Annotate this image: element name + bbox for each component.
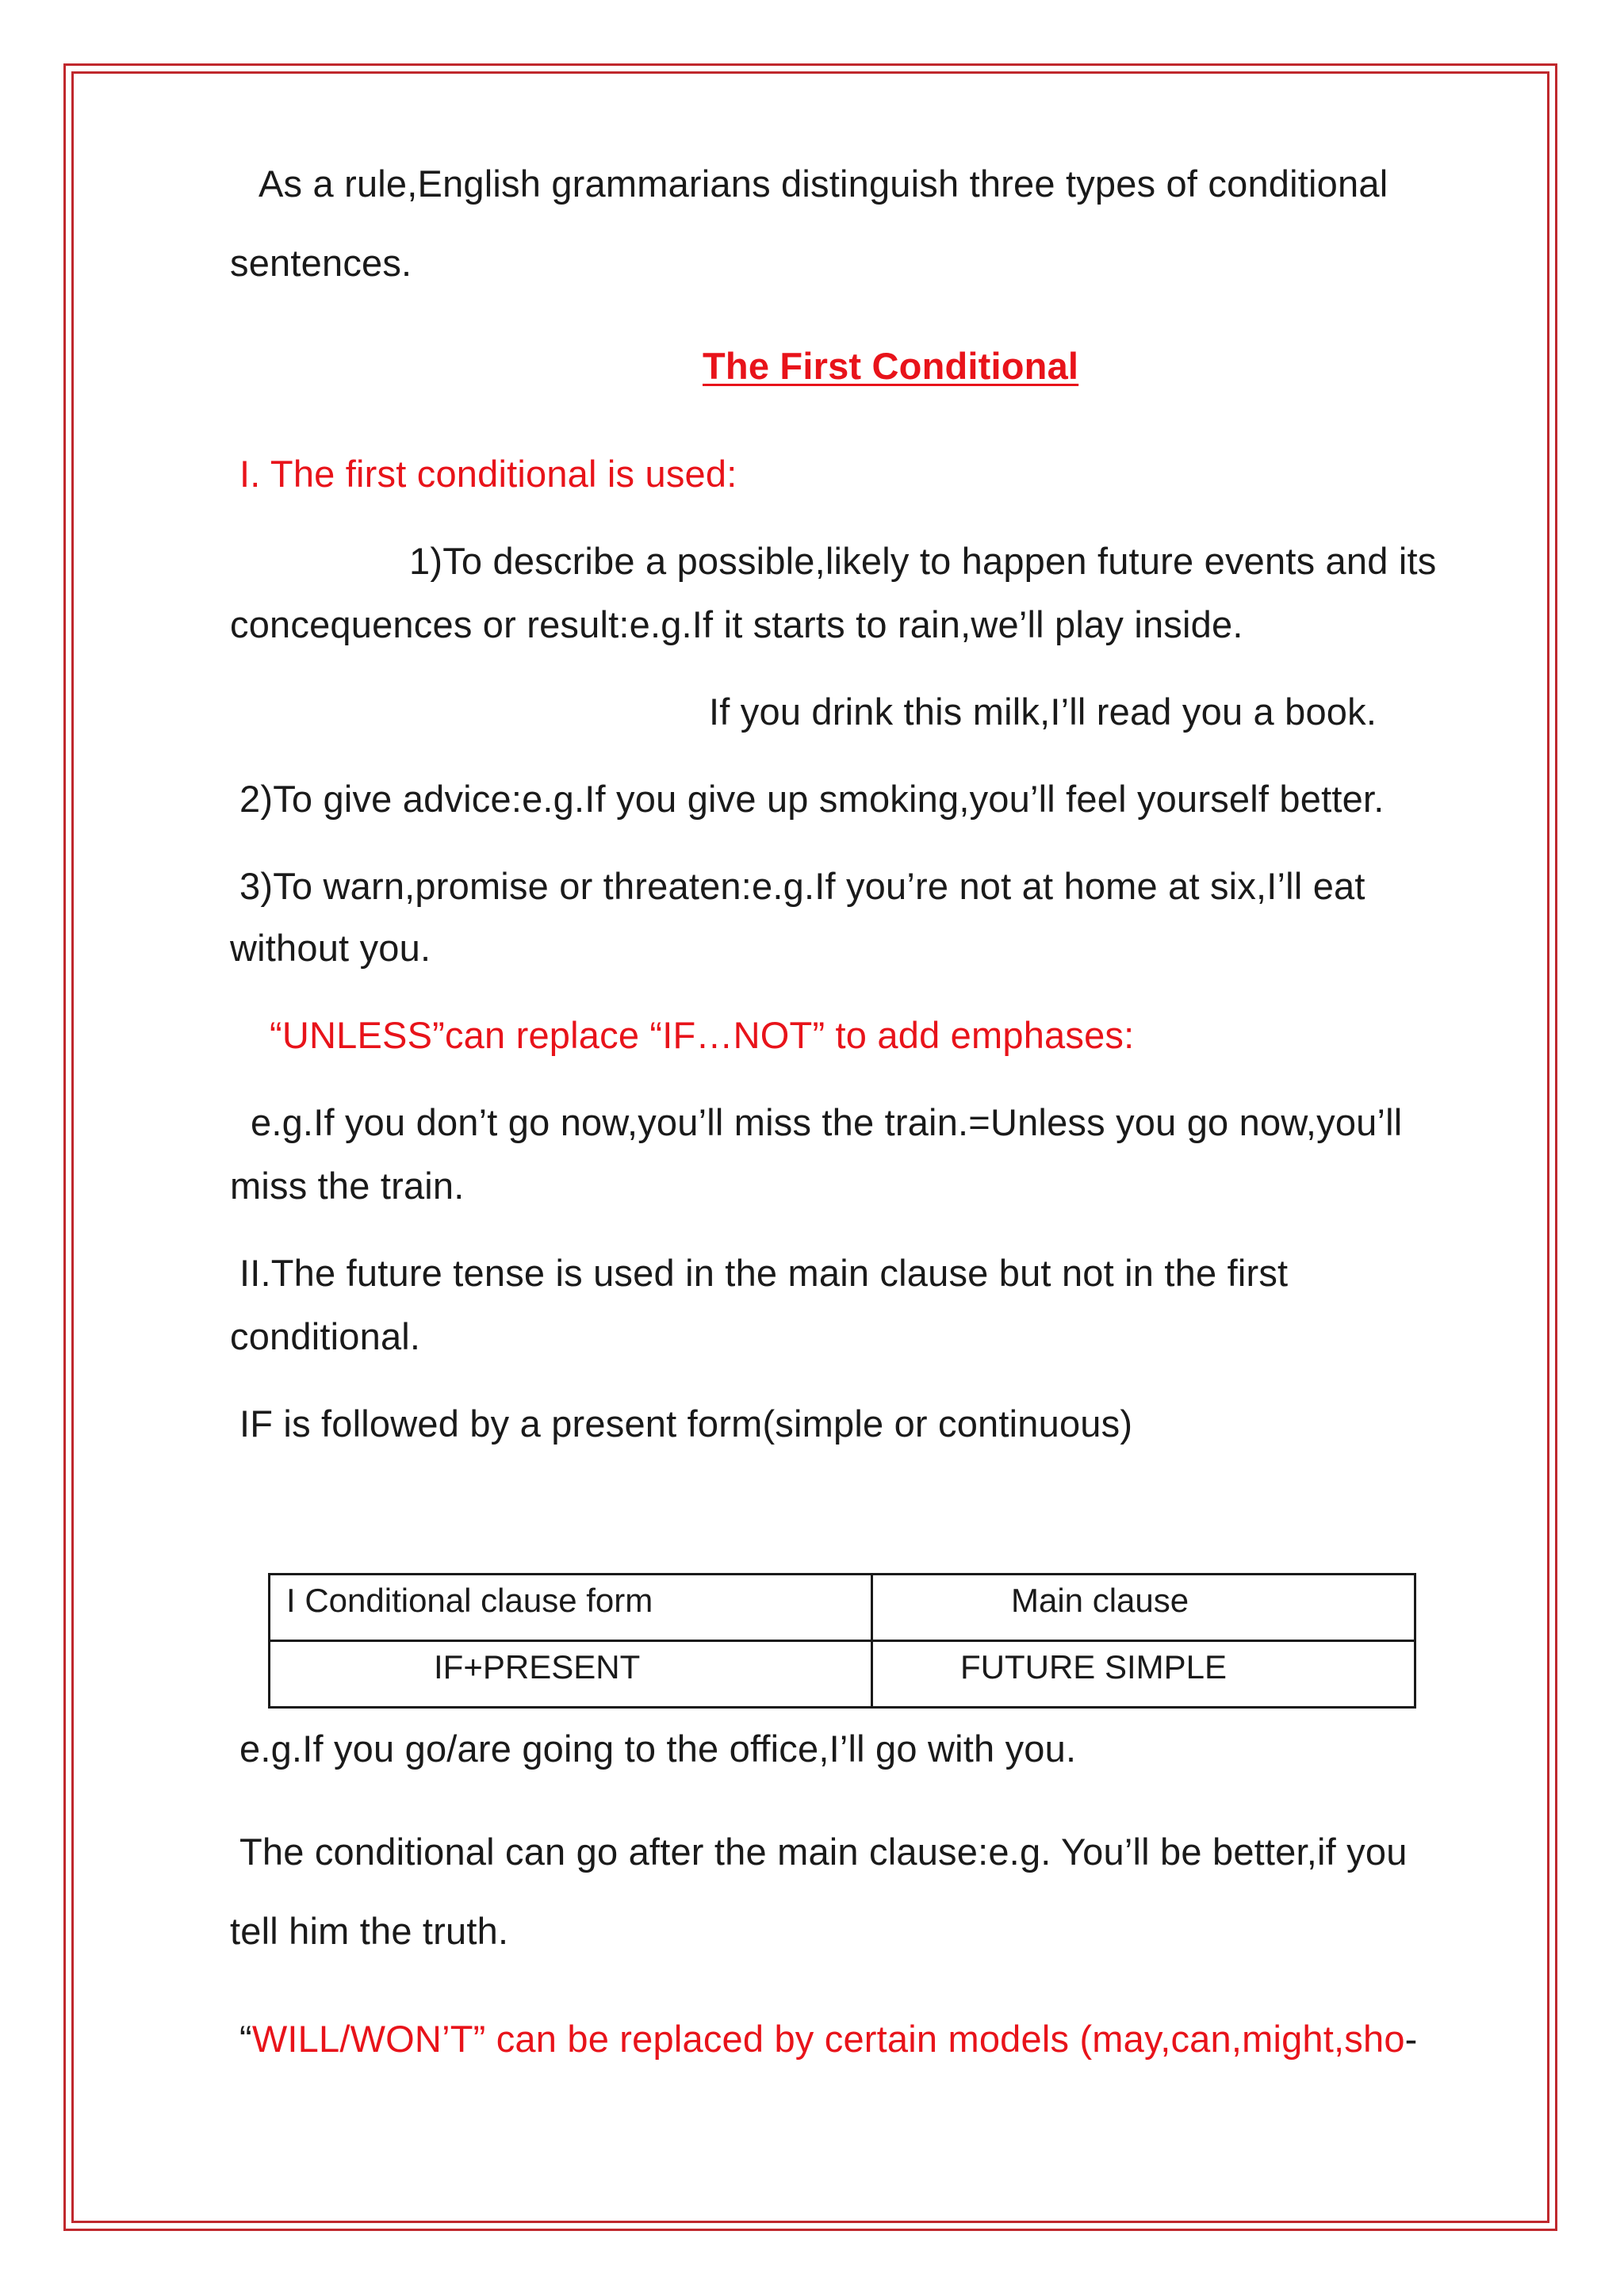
quote-open: “: [239, 2018, 252, 2060]
item-1-line-3: If you drink this milk,I’ll read you a book.: [709, 691, 1377, 733]
section-1-title: I. The first conditional is used:: [239, 453, 737, 495]
intro-line-2: sentences.: [230, 242, 412, 284]
item-3-line-2: without you.: [230, 927, 431, 969]
item-1-line-2: concequences or result:e.g.If it starts to rain,we’ll play inside.: [230, 603, 1243, 645]
item-1-line-1: 1)To describe a possible,likely to happen future events and its: [409, 540, 1437, 582]
unless-example-line-1: e.g.If you don’t go now,you’ll miss the train.=Unless you go now,you’ll: [251, 1101, 1403, 1143]
table-cell: FUTURE SIMPLE: [872, 1641, 1415, 1708]
example-after-line-2: tell him the truth.: [230, 1910, 509, 1952]
intro-line-1: As a rule,English grammarians distinguish three types of conditional: [259, 163, 1388, 205]
unless-title: “UNLESS”can replace “IF…NOT” to add emphases:: [270, 1014, 1135, 1056]
unless-example-line-2: miss the train.: [230, 1165, 465, 1207]
item-3-line-1: 3)To warn,promise or threaten:e.g.If you’re not at home at six,I’ll eat: [239, 865, 1365, 907]
table-cell: IF+PRESENT: [270, 1641, 872, 1708]
section-2-line-1: II.The future tense is used in the main clause but not in the first: [239, 1252, 1289, 1294]
conditional-table: [268, 1573, 1416, 1709]
table-row: [270, 1641, 1415, 1708]
example-office: e.g.If you go/are going to the office,I’ll go with you.: [239, 1728, 1077, 1770]
example-after-line-1: The conditional can go after the main clause:e.g. You’ll be better,if you: [239, 1831, 1408, 1873]
table-header-cell: Main clause: [872, 1575, 1415, 1641]
section-2-line-3: IF is followed by a present form(simple or continuous): [239, 1402, 1133, 1445]
section-heading: The First Conditional: [703, 345, 1079, 387]
section-2-line-2: conditional.: [230, 1315, 421, 1357]
will-wont-line: [239, 2015, 1418, 2063]
item-2: 2)To give advice:e.g.If you give up smoking,you’ll feel yourself better.: [239, 778, 1385, 820]
table-header-cell: I Conditional clause form: [270, 1575, 872, 1641]
hyphen: -: [1404, 2018, 1418, 2060]
will-wont-red-text: WILL/WON’T” can be replaced by certain models (may,can,might,sho: [251, 2018, 1405, 2060]
table-header-row: [270, 1575, 1415, 1641]
page-border-inner: [71, 71, 1549, 2223]
